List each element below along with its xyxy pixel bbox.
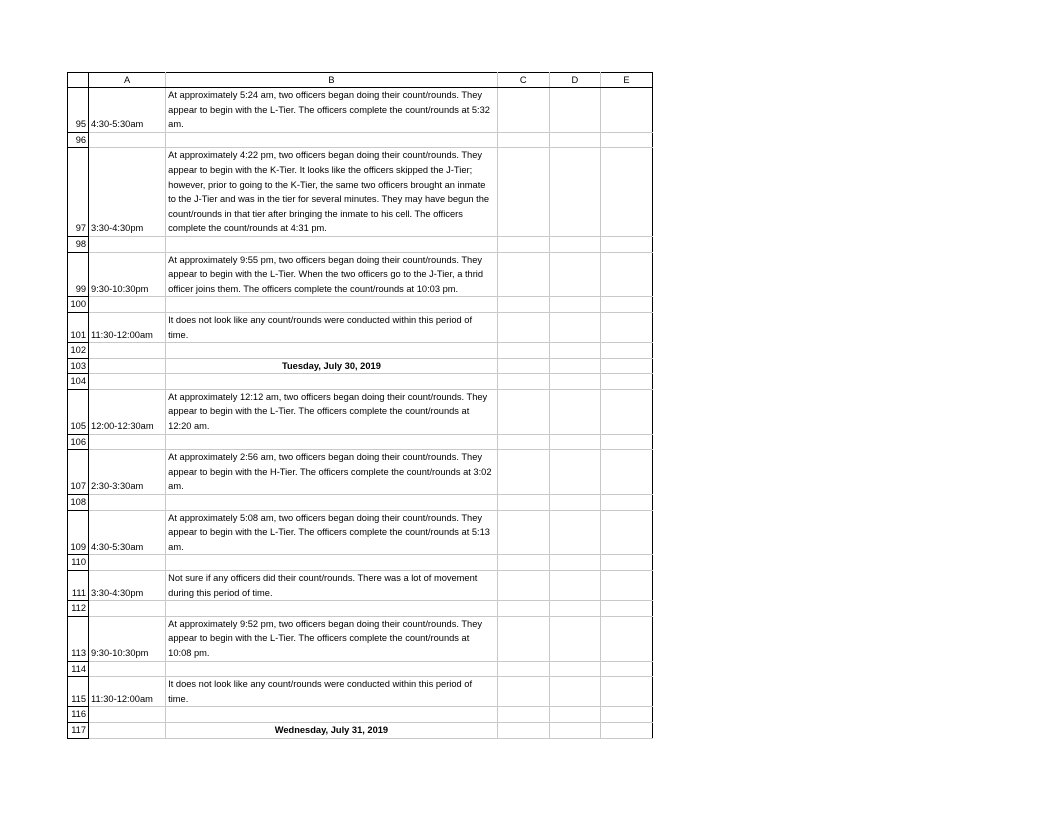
cell-e[interactable] — [600, 389, 652, 434]
cell-observation[interactable]: It does not look like any count/rounds were conducted within this period of time. — [166, 677, 498, 707]
cell-e[interactable] — [600, 358, 652, 374]
cell-d[interactable] — [549, 88, 600, 133]
row-number[interactable]: 101 — [68, 312, 89, 342]
cell-observation[interactable]: At approximately 9:52 pm, two officers began doing their count/rounds. They appear to begin with the L-Tier. The officers complete the count/rounds at 10:08 pm. — [166, 616, 498, 661]
cell-c[interactable] — [497, 677, 549, 707]
table-row — [68, 722, 653, 738]
cell-time-range[interactable] — [89, 601, 166, 617]
column-header-e[interactable]: E — [600, 73, 652, 88]
cell-c[interactable] — [497, 571, 549, 601]
table-row — [68, 555, 653, 571]
table-row — [68, 434, 653, 450]
sheet-body — [68, 88, 653, 739]
cell-e[interactable] — [600, 297, 652, 313]
cell-time-range[interactable] — [89, 343, 166, 359]
column-header-d[interactable]: D — [549, 73, 600, 88]
table-row — [68, 252, 653, 297]
cell-c[interactable] — [497, 555, 549, 571]
row-number[interactable]: 113 — [68, 616, 89, 661]
cell-observation[interactable]: At approximately 2:56 am, two officers began doing their count/rounds. They appear to begin with the H-Tier. The officers complete the count/rounds at 3:02 am. — [166, 450, 498, 495]
cell-c[interactable] — [497, 510, 549, 555]
row-number[interactable]: 103 — [68, 358, 89, 374]
cell-c[interactable] — [497, 132, 549, 148]
cell-observation[interactable]: At approximately 12:12 am, two officers began doing their count/rounds. They appear to begin with the L-Tier. The officers complete the count/rounds at 12:20 am. — [166, 389, 498, 434]
cell-c[interactable] — [497, 297, 549, 313]
cell-c[interactable] — [497, 343, 549, 359]
table-row — [68, 495, 653, 511]
row-number[interactable]: 106 — [68, 434, 89, 450]
cell-observation[interactable] — [166, 707, 498, 723]
cell-d[interactable] — [549, 236, 600, 252]
row-number[interactable]: 107 — [68, 450, 89, 495]
column-header-row — [68, 73, 653, 88]
cell-time-range[interactable] — [89, 297, 166, 313]
cell-d[interactable] — [549, 252, 600, 297]
cell-d[interactable] — [549, 374, 600, 390]
cell-time-range[interactable] — [89, 374, 166, 390]
cell-c[interactable] — [497, 252, 549, 297]
cell-c[interactable] — [497, 88, 549, 133]
cell-e[interactable] — [600, 374, 652, 390]
cell-d[interactable] — [549, 677, 600, 707]
cell-c[interactable] — [497, 389, 549, 434]
cell-c[interactable] — [497, 434, 549, 450]
row-number[interactable]: 95 — [68, 88, 89, 133]
table-row — [68, 616, 653, 661]
row-number[interactable]: 105 — [68, 389, 89, 434]
table-row — [68, 677, 653, 707]
table-row — [68, 358, 653, 374]
cell-time-range[interactable] — [89, 236, 166, 252]
cell-time-range[interactable] — [89, 132, 166, 148]
cell-c[interactable] — [497, 450, 549, 495]
cell-d[interactable] — [549, 722, 600, 738]
column-header-a[interactable]: A — [89, 73, 166, 88]
cell-d[interactable] — [549, 707, 600, 723]
cell-d[interactable] — [549, 389, 600, 434]
cell-e[interactable] — [600, 722, 652, 738]
cell-d[interactable] — [549, 434, 600, 450]
row-number[interactable]: 109 — [68, 510, 89, 555]
cell-time-range[interactable]: 4:30-5:30am — [89, 88, 166, 133]
cell-e[interactable] — [600, 661, 652, 677]
cell-c[interactable] — [497, 148, 549, 237]
cell-e[interactable] — [600, 343, 652, 359]
row-number[interactable]: 117 — [68, 722, 89, 738]
cell-time-range[interactable]: 3:30-4:30pm — [89, 571, 166, 601]
row-number[interactable]: 99 — [68, 252, 89, 297]
cell-e[interactable] — [600, 616, 652, 661]
corner-cell[interactable] — [68, 73, 89, 88]
row-number[interactable]: 111 — [68, 571, 89, 601]
cell-e[interactable] — [600, 450, 652, 495]
cell-e[interactable] — [600, 434, 652, 450]
cell-d[interactable] — [549, 358, 600, 374]
cell-observation[interactable] — [166, 343, 498, 359]
cell-e[interactable] — [600, 677, 652, 707]
cell-d[interactable] — [549, 555, 600, 571]
cell-observation[interactable] — [166, 601, 498, 617]
row-number[interactable]: 96 — [68, 132, 89, 148]
cell-time-range[interactable] — [89, 661, 166, 677]
row-number[interactable]: 110 — [68, 555, 89, 571]
cell-d[interactable] — [549, 450, 600, 495]
cell-c[interactable] — [497, 236, 549, 252]
cell-time-range[interactable]: 3:30-4:30pm — [89, 148, 166, 237]
row-number[interactable]: 108 — [68, 495, 89, 511]
table-row — [68, 88, 653, 133]
cell-d[interactable] — [549, 661, 600, 677]
cell-c[interactable] — [497, 616, 549, 661]
row-number[interactable]: 100 — [68, 297, 89, 313]
row-number[interactable]: 114 — [68, 661, 89, 677]
cell-c[interactable] — [497, 707, 549, 723]
cell-time-range[interactable] — [89, 358, 166, 374]
cell-e[interactable] — [600, 236, 652, 252]
row-number[interactable]: 112 — [68, 601, 89, 617]
cell-e[interactable] — [600, 510, 652, 555]
cell-c[interactable] — [497, 312, 549, 342]
cell-e[interactable] — [600, 495, 652, 511]
cell-observation[interactable]: At approximately 5:24 am, two officers began doing their count/rounds. They appear to begin with the L-Tier. The officers complete the count/rounds at 5:32 am. — [166, 88, 498, 133]
cell-c[interactable] — [497, 495, 549, 511]
cell-date-heading[interactable]: Tuesday, July 30, 2019 — [166, 358, 498, 374]
cell-e[interactable] — [600, 571, 652, 601]
cell-time-range[interactable] — [89, 722, 166, 738]
cell-d[interactable] — [549, 297, 600, 313]
cell-c[interactable] — [497, 601, 549, 617]
cell-observation[interactable]: Not sure if any officers did their count/rounds. There was a lot of movement during this period of time. — [166, 571, 498, 601]
cell-observation[interactable]: At approximately 5:08 am, two officers began doing their count/rounds. They appear to begin with the L-Tier. The officers complete the count/rounds at 5:13 am. — [166, 510, 498, 555]
cell-e[interactable] — [600, 312, 652, 342]
cell-time-range[interactable]: 2:30-3:30am — [89, 450, 166, 495]
cell-observation[interactable]: At approximately 9:55 pm, two officers began doing their count/rounds. They appear to begin with the L-Tier. When the two officers go to the J-Tier, a thrid officer joins them. The officers complete the count/rounds at 10:03 pm. — [166, 252, 498, 297]
table-row — [68, 312, 653, 342]
cell-observation[interactable] — [166, 555, 498, 571]
cell-e[interactable] — [600, 252, 652, 297]
table-row — [68, 389, 653, 434]
cell-e[interactable] — [600, 148, 652, 237]
cell-time-range[interactable] — [89, 707, 166, 723]
cell-c[interactable] — [497, 358, 549, 374]
cell-d[interactable] — [549, 616, 600, 661]
table-row — [68, 450, 653, 495]
cell-time-range[interactable] — [89, 434, 166, 450]
cell-c[interactable] — [497, 374, 549, 390]
cell-d[interactable] — [549, 571, 600, 601]
table-row — [68, 132, 653, 148]
cell-time-range[interactable]: 11:30-12:00am — [89, 677, 166, 707]
table-row — [68, 601, 653, 617]
table-row — [68, 148, 653, 237]
row-number[interactable]: 102 — [68, 343, 89, 359]
cell-time-range[interactable]: 4:30-5:30am — [89, 510, 166, 555]
cell-date-heading[interactable]: Wednesday, July 31, 2019 — [166, 722, 498, 738]
cell-c[interactable] — [497, 661, 549, 677]
cell-d[interactable] — [549, 148, 600, 237]
row-number[interactable]: 104 — [68, 374, 89, 390]
cell-c[interactable] — [497, 722, 549, 738]
cell-d[interactable] — [549, 132, 600, 148]
table-row — [68, 236, 653, 252]
cell-d[interactable] — [549, 601, 600, 617]
cell-observation[interactable]: It does not look like any count/rounds were conducted within this period of time. — [166, 312, 498, 342]
cell-observation[interactable] — [166, 661, 498, 677]
cell-observation[interactable] — [166, 495, 498, 511]
cell-observation[interactable] — [166, 132, 498, 148]
cell-time-range[interactable]: 11:30-12:00am — [89, 312, 166, 342]
cell-time-range[interactable] — [89, 555, 166, 571]
cell-e[interactable] — [600, 707, 652, 723]
row-number[interactable]: 116 — [68, 707, 89, 723]
cell-time-range[interactable]: 9:30-10:30pm — [89, 252, 166, 297]
table-row — [68, 343, 653, 359]
cell-observation[interactable] — [166, 297, 498, 313]
cell-observation[interactable] — [166, 236, 498, 252]
table-row — [68, 661, 653, 677]
cell-time-range[interactable] — [89, 495, 166, 511]
row-number[interactable]: 97 — [68, 148, 89, 237]
cell-e[interactable] — [600, 555, 652, 571]
cell-d[interactable] — [549, 312, 600, 342]
cell-observation[interactable]: At approximately 4:22 pm, two officers began doing their count/rounds. They appear to begin with the K-Tier. It looks like the officers skipped the J-Tier; however, prior to going to the K-Tier, the same two officers brought an inmate to the J-Tier and was in the tier for several minutes. They may have begun the count/rounds in that tier after bringing the inmate to his cell. The officers complete the count/rounds at 4:31 pm. — [166, 148, 498, 237]
cell-e[interactable] — [600, 601, 652, 617]
table-row — [68, 374, 653, 390]
spreadsheet-table — [67, 72, 653, 739]
cell-observation[interactable] — [166, 374, 498, 390]
row-number[interactable]: 98 — [68, 236, 89, 252]
table-row — [68, 297, 653, 313]
column-header-c[interactable]: C — [497, 73, 549, 88]
table-row — [68, 571, 653, 601]
cell-d[interactable] — [549, 495, 600, 511]
cell-e[interactable] — [600, 132, 652, 148]
table-row — [68, 510, 653, 555]
cell-observation[interactable] — [166, 434, 498, 450]
table-row — [68, 707, 653, 723]
cell-d[interactable] — [549, 510, 600, 555]
cell-e[interactable] — [600, 88, 652, 133]
column-header-b[interactable]: B — [166, 73, 498, 88]
cell-time-range[interactable]: 9:30-10:30pm — [89, 616, 166, 661]
cell-d[interactable] — [549, 343, 600, 359]
row-number[interactable]: 115 — [68, 677, 89, 707]
cell-time-range[interactable]: 12:00-12:30am — [89, 389, 166, 434]
